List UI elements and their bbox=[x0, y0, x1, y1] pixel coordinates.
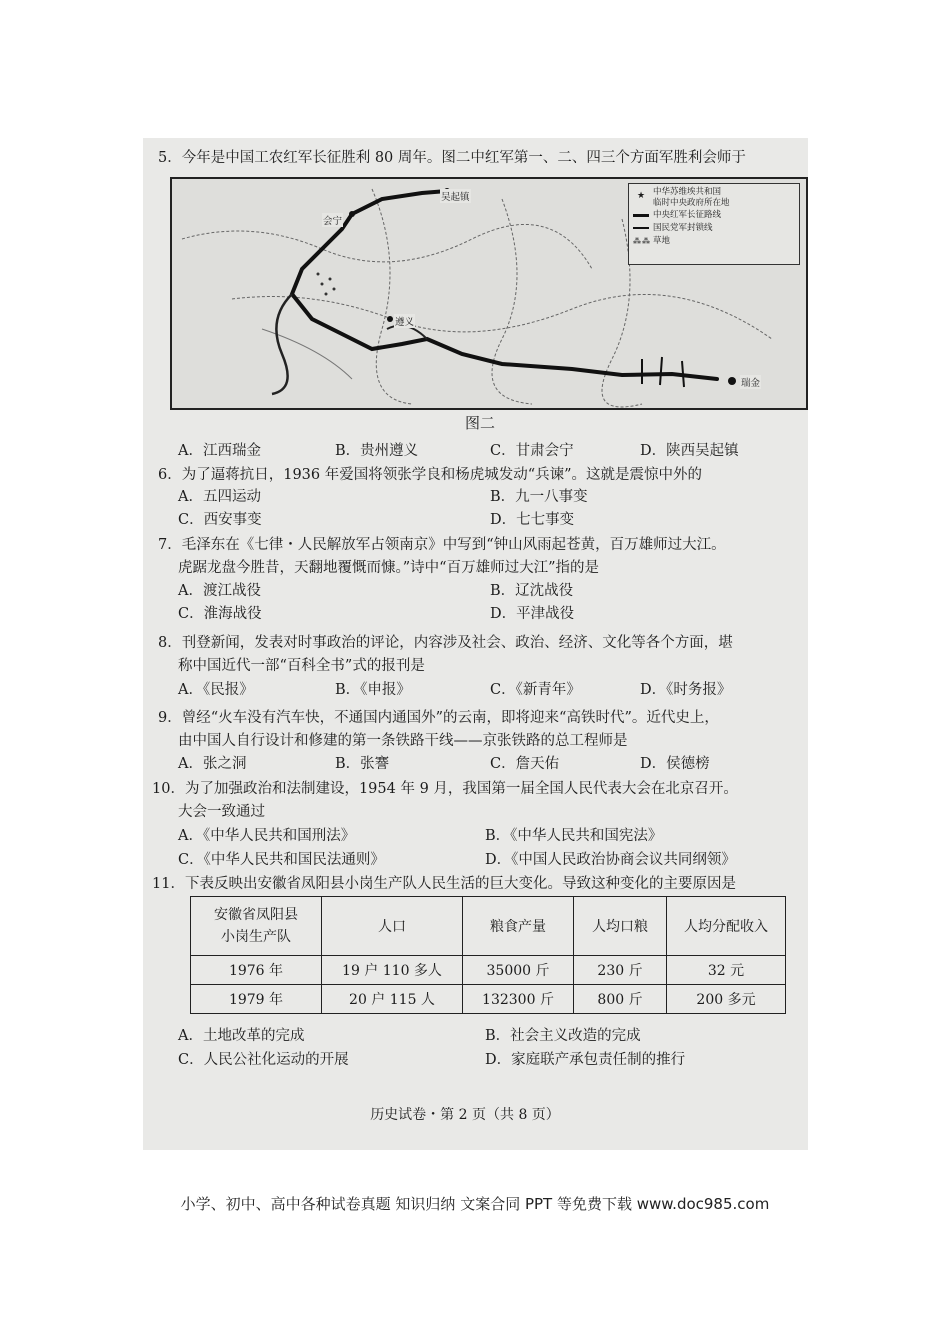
map-label-zunyi: 遵义 bbox=[394, 314, 415, 328]
table-cell: 1979 年 bbox=[191, 985, 322, 1014]
table-header-cell: 粮食产量 bbox=[463, 897, 574, 956]
q7-option-a: A．渡江战役 bbox=[178, 583, 261, 599]
table-cell: 1976 年 bbox=[191, 956, 322, 985]
q9-stem-line2: 由中国人自行设计和修建的第一条铁路干线——京张铁路的总工程师是 bbox=[178, 733, 628, 749]
legend-item: 中华苏维埃共和国 bbox=[653, 187, 722, 197]
q7-stem-line2: 虎踞龙盘今胜昔，天翻地覆慨而慷。”诗中“百万雄师过大江”指的是 bbox=[178, 560, 599, 576]
legend-item: 中央红军长征路线 bbox=[653, 210, 722, 220]
q10-option-c: C．《中华人民共和国民法通则》 bbox=[178, 852, 385, 868]
xiaogang-table bbox=[190, 896, 786, 1014]
q6-option-b: B．九一八事变 bbox=[490, 489, 588, 505]
legend-item: 临时中央政府所在地 bbox=[653, 198, 730, 208]
q8-option-c: C．《新青年》 bbox=[490, 682, 581, 698]
star-icon: ★ bbox=[636, 191, 646, 201]
q9-stem-line1: 9．曾经“火车没有汽车快，不通国内通国外”的云南，即将迎来“高铁时代”。近代史上， bbox=[158, 710, 719, 726]
q7-option-b: B．辽沈战役 bbox=[490, 583, 574, 599]
q10-stem-line2: 大会一致通过 bbox=[178, 804, 265, 820]
table-cell: 35000 斤 bbox=[463, 956, 574, 985]
q8-stem-line1: 8．刊登新闻，发表对时事政治的评论，内容涉及社会、政治、经济、文化等各个方面，堪 bbox=[158, 635, 733, 651]
q5-option-b: B．贵州遵义 bbox=[335, 443, 419, 459]
q11-stem: 11．下表反映出安徽省凤阳县小岗生产队人民生活的巨大变化。导致这种变化的主要原因是 bbox=[152, 876, 736, 892]
route-line-icon bbox=[633, 214, 649, 217]
table-row bbox=[191, 985, 786, 1014]
q11-option-b: B．社会主义改造的完成 bbox=[485, 1028, 641, 1044]
download-banner: 小学、初中、高中各种试卷真题 知识归纳 文案合同 PPT 等免费下载 www.doc985.com bbox=[180, 1195, 770, 1213]
table-cell: 230 斤 bbox=[574, 956, 667, 985]
map-label-ruijin: 瑞金 bbox=[740, 375, 761, 389]
q8-stem-line2: 称中国近代一部“百科全书”式的报刊是 bbox=[178, 658, 425, 674]
q7-stem-line1: 7．毛泽东在《七律・人民解放军占领南京》中写到“钟山风雨起苍黄，百万雄师过大江。 bbox=[158, 537, 726, 553]
table-header-cell: 人口 bbox=[322, 897, 463, 956]
figure-caption: 图二 bbox=[465, 414, 496, 432]
q10-stem-line1: 10．为了加强政治和法制建设，1954 年 9 月，我国第一届全国人民代表大会在北京召开。 bbox=[152, 781, 738, 797]
map-label-huining: 会宁 bbox=[322, 213, 343, 227]
q9-option-a: A．张之洞 bbox=[178, 756, 247, 772]
table-cell: 132300 斤 bbox=[463, 985, 574, 1014]
q5-option-a: A．江西瑞金 bbox=[178, 443, 261, 459]
q5-option-c: C．甘肃会宁 bbox=[490, 443, 574, 459]
q10-option-a: A．《中华人民共和国刑法》 bbox=[178, 828, 356, 844]
q6-stem: 6．为了逼蒋抗日，1936 年爱国将领张学良和杨虎城发动“兵谏”。这就是震惊中外的 bbox=[158, 467, 703, 483]
q10-option-d: D．《中国人民政治协商会议共同纲领》 bbox=[485, 852, 736, 868]
q7-option-c: C．淮海战役 bbox=[178, 606, 262, 622]
q8-option-a: A．《民报》 bbox=[178, 682, 254, 698]
map-label-wuqizhen: 吴起镇 bbox=[440, 189, 471, 203]
q8-option-d: D．《时务报》 bbox=[640, 682, 732, 698]
table-header-cell: 安徽省凤阳县 小岗生产队 bbox=[191, 897, 322, 956]
table-cell: 32 元 bbox=[667, 956, 786, 985]
map-legend bbox=[628, 183, 800, 265]
table-header-cell: 人均口粮 bbox=[574, 897, 667, 956]
table-row bbox=[191, 956, 786, 985]
q9-option-d: D．侯德榜 bbox=[640, 756, 710, 772]
q5-option-d: D．陕西吴起镇 bbox=[640, 443, 739, 459]
table-header-cell: 人均分配收入 bbox=[667, 897, 786, 956]
table-cell: 200 多元 bbox=[667, 985, 786, 1014]
table-header-row bbox=[191, 897, 786, 956]
q10-option-b: B．《中华人民共和国宪法》 bbox=[485, 828, 663, 844]
page-footer: 历史试卷・第 2 页（共 8 页） bbox=[370, 1107, 560, 1123]
long-march-map bbox=[170, 177, 808, 410]
q8-option-b: B．《申报》 bbox=[335, 682, 411, 698]
q11-option-a: A．土地改革的完成 bbox=[178, 1028, 305, 1044]
blockade-line-icon bbox=[633, 227, 649, 229]
table-cell: 20 户 115 人 bbox=[322, 985, 463, 1014]
q11-option-d: D．家庭联产承包责任制的推行 bbox=[485, 1052, 686, 1068]
q11-option-c: C．人民公社化运动的开展 bbox=[178, 1052, 349, 1068]
q6-option-d: D．七七事变 bbox=[490, 512, 575, 528]
q6-option-c: C．西安事变 bbox=[178, 512, 262, 528]
q7-option-d: D．平津战役 bbox=[490, 606, 575, 622]
q9-option-b: B．张謇 bbox=[335, 756, 390, 772]
table-cell: 19 户 110 多人 bbox=[322, 956, 463, 985]
grassland-icon: ⁂⁂ bbox=[633, 237, 651, 246]
q9-option-c: C．詹天佑 bbox=[490, 756, 560, 772]
legend-item: 草地 bbox=[653, 236, 671, 246]
table-cell: 800 斤 bbox=[574, 985, 667, 1014]
q6-option-a: A．五四运动 bbox=[178, 489, 261, 505]
q5-stem: 5．今年是中国工农红军长征胜利 80 周年。图二中红军第一、二、四三个方面军胜利会师于 bbox=[158, 150, 746, 166]
legend-item: 国民党军封锁线 bbox=[653, 223, 713, 233]
